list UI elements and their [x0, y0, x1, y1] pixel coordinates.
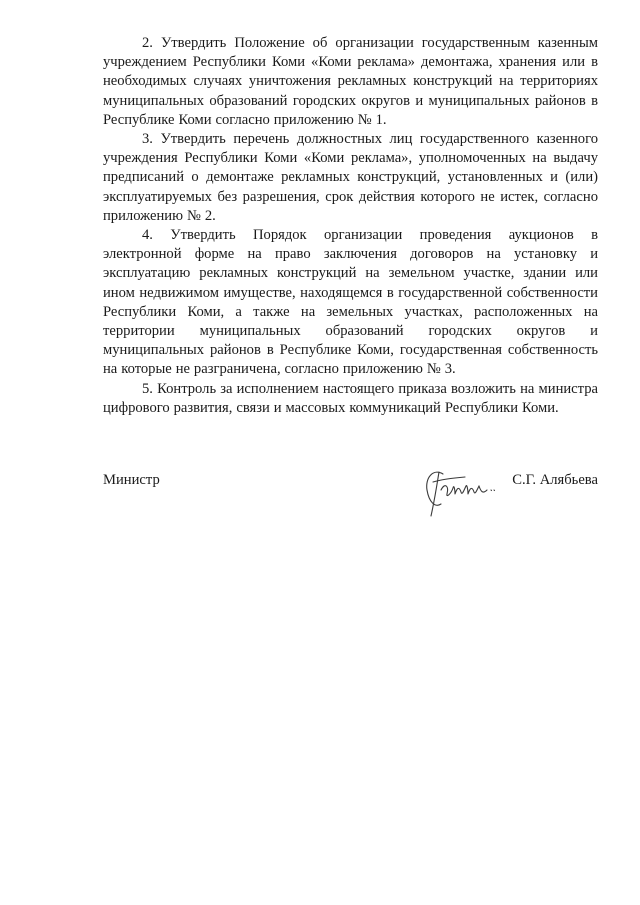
position-title: Министр [103, 472, 160, 488]
paragraph-item-5: 5. Контроль за исполнением настоящего приказа возложить на министра цифрового развития, связи и массовых коммуникаций Республики Коми. [103, 380, 598, 416]
paragraph-item-2: 2. Утвердить Положение об организации государственным казенным учреждением Республики Коми «Коми реклама» демонтажа, хранения или в необходимых случаях уничтожения рекламных конструкций на территориях муниципальных образований городских округов и муниципальных районов в Республике Коми согласно приложению № 1. [103, 35, 598, 128]
signer-name: С.Г. Алябьева [512, 472, 598, 488]
paragraph-item-3: 3. Утвердить перечень должностных лиц государственного казенного учреждения Республики Коми «Коми реклама», уполномоченных на выдачу предписаний о демонтаже рекламных конструкций, установленных и (или) эксплуатируемых без разрешения, срок действия которого не истек, согласно приложению № 2. [103, 131, 598, 224]
signature-block [103, 470, 598, 530]
document-body [103, 34, 598, 418]
paragraph-item-4: 4. Утвердить Порядок организации проведения аукционов в электронной форме на право заключения договоров на установку и эксплуатацию рекламных конструкций на земельном участке, здании или ином недвижимом имуществе, находящемся в государственной собственности Республики Коми, а также на земельных участках, расположенных на территории муниципальных образований городских округов и муниципальных районов в Республике Коми, государственная собственность на которые не разграничена, согласно приложению № 3. [103, 227, 598, 378]
handwritten-signature [421, 464, 511, 520]
